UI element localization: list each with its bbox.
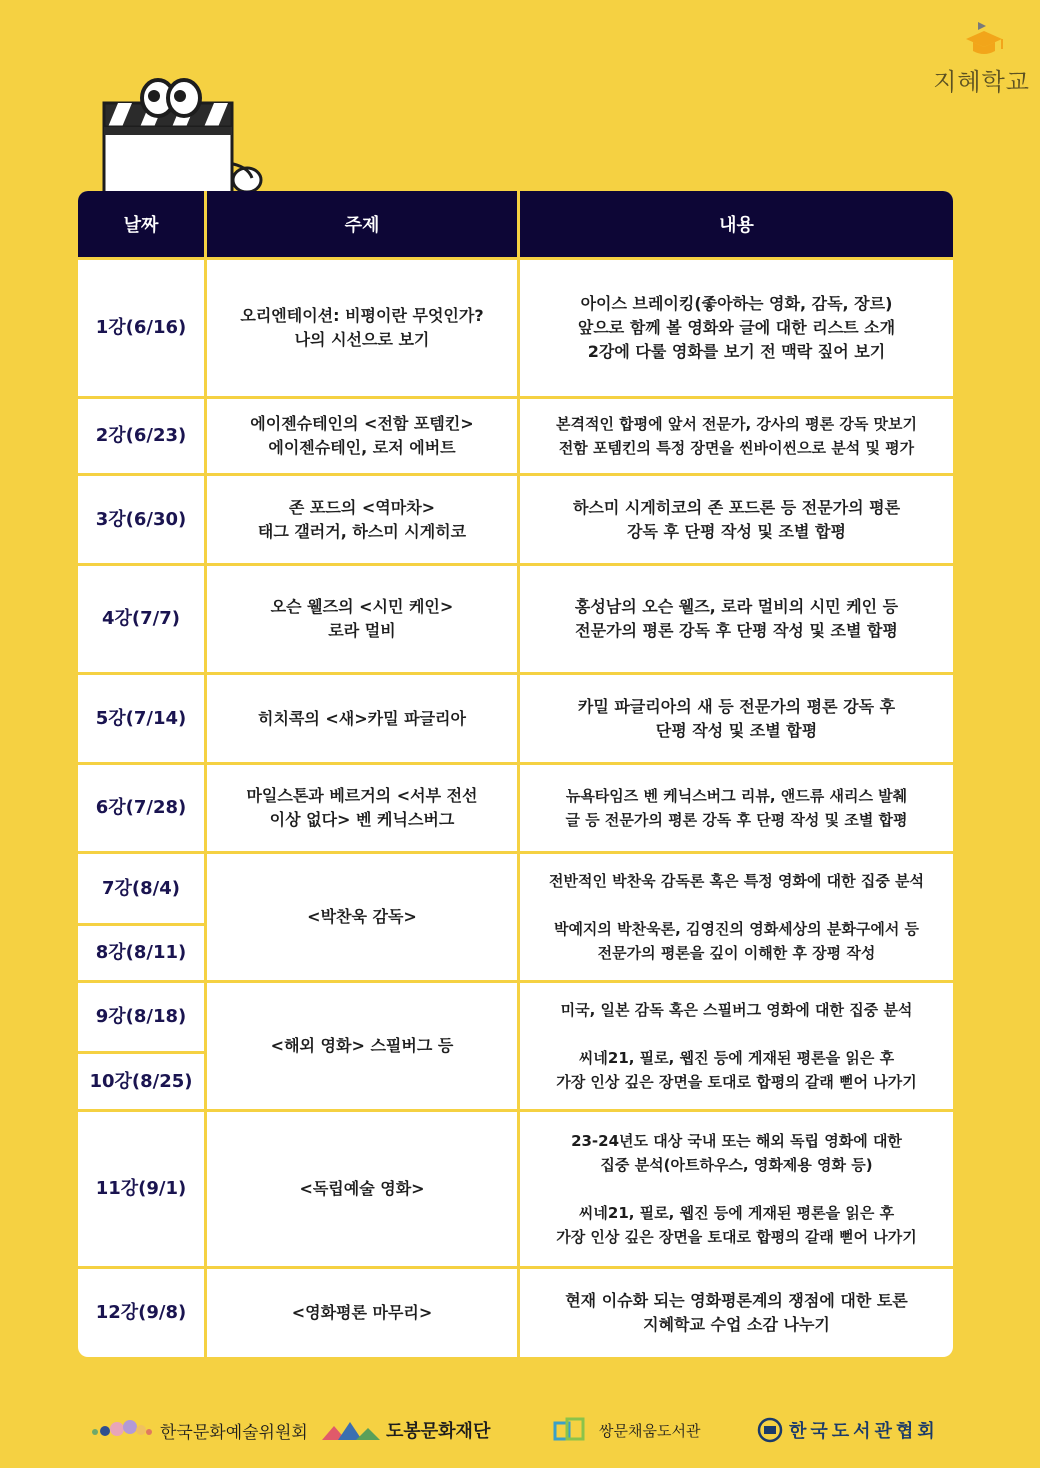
row-3-date: 3강(6/30) xyxy=(95,508,187,530)
kla-emblem-icon xyxy=(757,1417,783,1443)
row-2-topic: 에이젠슈테인의 <전함 포템킨> 에이젠슈테인, 로저 에버트 xyxy=(250,414,474,457)
row-11-content: 23-24년도 대상 국내 또는 해외 독립 영화에 대한 집중 분석(아트하우스, 영화제용 영화 등) 씨네21, 필로, 웹진 등에 게재된 평론을 읽은 후 가장 인상 깊은 장면을 토대로 합평의 갈래 뻗어 나가기 xyxy=(556,1132,917,1246)
row-7-date: 7강(8/4) xyxy=(102,877,180,899)
footer-logo-label: 도봉문화재단 xyxy=(386,1421,491,1442)
row-12-date: 12강(9/8) xyxy=(95,1302,187,1323)
header-topic: 주제 xyxy=(344,215,380,236)
row-5-content: 카밀 파글리아의 새 등 전문가의 평론 강독 후 단평 작성 및 조별 합평 xyxy=(577,696,896,740)
merged-content-park: 전반적인 박찬욱 감독론 혹은 특정 영화에 대한 집중 분석 박예지의 박찬욱론, 김영진의 영화세상의 분화구에서 등 전문가의 평론을 깊이 이해한 후 장평 작성 xyxy=(548,872,925,962)
row-4-content: 홍성남의 오슨 웰즈, 로라 멀비의 시민 케인 등 전문가의 평론 강독 후 단평 작성 및 조별 합평 xyxy=(574,597,899,640)
row-2-date: 2강(6/23) xyxy=(95,425,187,446)
graduation-cap-play-icon xyxy=(960,22,1008,56)
row-1-content: 아이스 브레이킹(좋아하는 영화, 감독, 장르) 앞으로 함께 볼 영화와 글에 대한 리스트 소개 2강에 다룰 영화를 보기 전 맥락 짚어 보기 xyxy=(577,294,896,361)
library-logo xyxy=(553,1405,700,1455)
brand-name: 지혜학교 xyxy=(933,68,1030,96)
arts-council-korea-logo-icon xyxy=(90,1418,154,1442)
schedule-table xyxy=(78,191,953,1357)
row-3-topic: 존 포드의 <역마차> 태그 갤러거, 하스미 시게히코 xyxy=(257,497,467,541)
row-4-date: 4강(7/7) xyxy=(102,608,180,629)
merged-topic-park: <박찬욱 감독> xyxy=(307,907,417,926)
row-12-topic: <영화평론 마무리> xyxy=(291,1303,433,1322)
row-5-topic: 히치콕의 <새>카밀 파글리아 xyxy=(258,708,466,728)
row-6-content: 뉴욕타임즈 벤 케닉스버그 리뷰, 앤드류 새리스 발췌 글 등 전문가의 평론 강독 후 단평 작성 및 조별 합평 xyxy=(565,787,908,829)
kla-logo xyxy=(757,1405,939,1455)
row-8-date: 8강(8/11) xyxy=(95,942,187,963)
dobong-logo xyxy=(322,1405,490,1455)
dobong-mountains-logo-icon xyxy=(322,1418,380,1442)
merged-content-foreign: 미국, 일본 감독 혹은 스필버그 영화에 대한 집중 분석 씨네21, 필로, 웹진 등에 게재된 평론을 읽은 후 가장 인상 깊은 장면을 토대로 합평의 갈래 뻗어 나가기 xyxy=(556,1001,917,1091)
library-logo-icon xyxy=(553,1417,593,1443)
footer-logo-label: 한국문화예술위원회 xyxy=(160,1422,308,1443)
row-4-topic: 오슨 웰즈의 <시민 케인> 로라 멀비 xyxy=(270,597,454,640)
row-11-topic: <독립예술 영화> xyxy=(299,1179,425,1198)
clapperboard-mascot-icon xyxy=(96,78,271,198)
row-1-topic: 오리엔테이션: 비평이란 무엇인가? 나의 시선으로 보기 xyxy=(240,306,484,349)
row-3-content: 하스미 시게히코의 존 포드론 등 전문가의 평론 강독 후 단평 작성 및 조별 합평 xyxy=(572,497,901,541)
row-6-topic: 마일스톤과 베르거의 <서부 전선 이상 없다> 벤 케닉스버그 xyxy=(246,786,478,829)
footer-logos xyxy=(0,1405,1040,1455)
row-6-date: 6강(7/28) xyxy=(95,797,187,818)
header-content: 내용 xyxy=(719,215,754,236)
arts-council-logo xyxy=(90,1405,308,1455)
footer-logo-label: 쌍문채움도서관 xyxy=(599,1421,701,1440)
row-9-date: 9강(8/18) xyxy=(95,1006,187,1027)
footer-logo-label: 한국도서관협회 xyxy=(789,1421,939,1442)
row-2-content: 본격적인 합평에 앞서 전문가, 강사의 평론 강독 맛보기 전함 포템킨의 특정 장면을 씬바이씬으로 분석 및 평가 xyxy=(555,415,918,457)
header-date: 날짜 xyxy=(123,215,159,236)
row-1-date: 1강(6/16) xyxy=(95,317,187,338)
row-11-date: 11강(9/1) xyxy=(95,1178,187,1199)
row-10-date: 10강(8/25) xyxy=(89,1070,193,1092)
row-5-date: 5강(7/14) xyxy=(95,707,187,729)
merged-topic-foreign: <해외 영화> 스필버그 등 xyxy=(270,1036,454,1055)
brand-logo xyxy=(920,12,1030,96)
row-12-content: 현재 이슈화 되는 영화평론계의 쟁점에 대한 토론 지혜학교 수업 소감 나누기 xyxy=(565,1291,908,1334)
